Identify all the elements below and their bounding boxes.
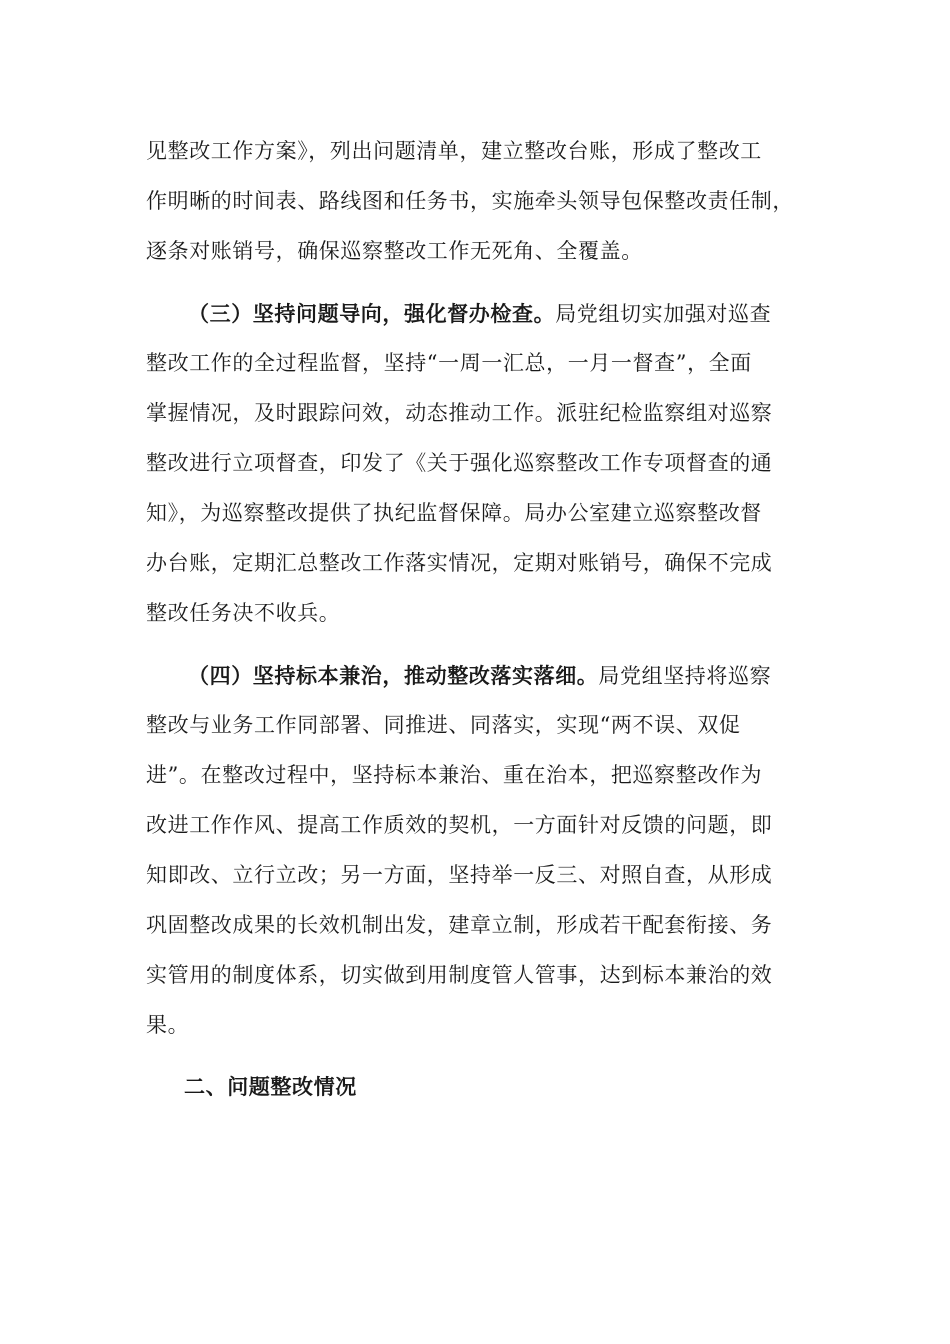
paragraph-heading: （三）坚持问题导向，强化督办检查。	[188, 301, 556, 326]
paragraph-line: 整改进行立项督查，印发了《关于强化巡察整改工作专项督查的通	[146, 451, 773, 475]
paragraph-first-line	[188, 301, 771, 327]
paragraph-line: 整改任务决不收兵。	[146, 601, 341, 625]
paragraph-heading: （四）坚持标本兼治，推动整改落实落细。	[188, 663, 599, 688]
paragraph-line: 知即改、立行立改；另一方面，坚持举一反三、对照自查，从形成	[146, 863, 773, 887]
paragraph-line: 果。	[146, 1013, 190, 1037]
paragraph-line: 进”。在整改过程中，坚持标本兼治、重在治本，把巡察整改作为	[146, 763, 763, 787]
paragraph-text: 局党组坚持将巡察	[598, 664, 772, 688]
paragraph-line: 办台账，定期汇总整改工作落实情况，定期对账销号，确保不完成	[146, 551, 773, 575]
section-heading: 二、问题整改情况	[184, 1074, 357, 1099]
paragraph-line: 作明晰的时间表、路线图和任务书，实施牵头领导包保整改责任制，	[146, 189, 794, 213]
paragraph-line: 改进工作作风、提高工作质效的契机，一方面针对反馈的问题，即	[146, 813, 773, 837]
paragraph-line: 掌握情况，及时跟踪问效，动态推动工作。派驻纪检监察组对巡察	[146, 401, 773, 425]
paragraph-line: 知》，为巡察整改提供了执纪监督保障。局办公室建立巡察整改督	[146, 501, 762, 525]
paragraph-line: 整改与业务工作同部署、同推进、同落实，实现“两不误、双促	[146, 713, 741, 737]
paragraph-first-line	[188, 663, 771, 689]
paragraph-line: 见整改工作方案》，列出问题清单，建立整改台账，形成了整改工	[146, 139, 762, 163]
paragraph-text: 局党组切实加强对巡查	[555, 302, 772, 326]
paragraph-line: 整改工作的全过程监督，坚持“一周一汇总，一月一督查”，全面	[146, 351, 752, 375]
paragraph-line: 逐条对账销号，确保巡察整改工作无死角、全覆盖。	[146, 239, 643, 263]
paragraph-line: 巩固整改成果的长效机制出发，建章立制，形成若干配套衔接、务	[146, 913, 773, 937]
paragraph-line: 实管用的制度体系，切实做到用制度管人管事，达到标本兼治的效	[146, 963, 773, 987]
